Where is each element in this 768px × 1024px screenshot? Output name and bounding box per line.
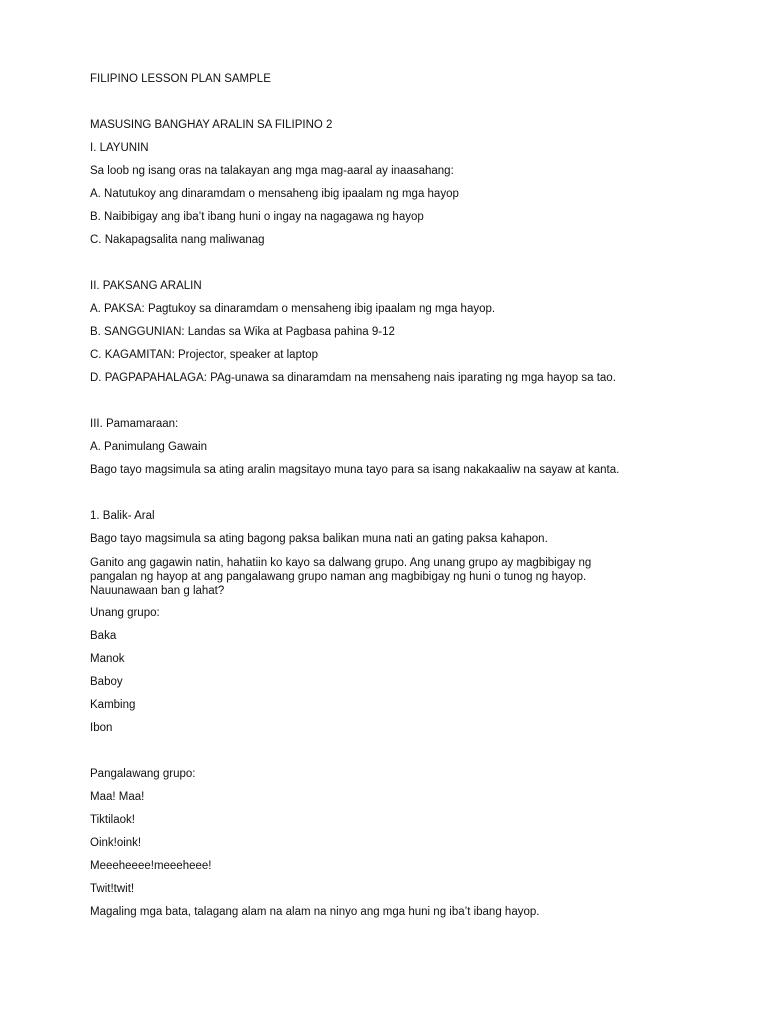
group1-item: Kambing bbox=[90, 699, 136, 711]
group1-label: Unang grupo: bbox=[90, 607, 160, 619]
group1-item: Baboy bbox=[90, 676, 123, 688]
group2-item: Tiktilaok! bbox=[90, 814, 135, 826]
layunin-intro: Sa loob ng isang oras na talakayan ang mga mag-aaral ay inaasahang: bbox=[90, 165, 454, 177]
group2-item: Meeeheeee!meeeheee! bbox=[90, 860, 212, 872]
instructions-line-3: Nauunawaan ban g lahat? bbox=[90, 585, 225, 597]
layunin-item-b: B. Naibibigay ang iba’t ibang huni o ingay na nagagawa ng hayop bbox=[90, 211, 424, 223]
balik-aral-text: Bago tayo magsimula sa ating bagong paksa balikan muna nati an gating paksa kahapon. bbox=[90, 533, 548, 545]
section-heading-paksang-aralin: II. PAKSANG ARALIN bbox=[90, 280, 202, 292]
paksa-item-b: B. SANGGUNIAN: Landas sa Wika at Pagbasa pahina 9-12 bbox=[90, 326, 395, 338]
instructions-line-2: pangalan ng hayop at ang pangalawang grupo naman ang magbibigay ng huni o tunog ng hayop. bbox=[90, 571, 587, 583]
paksa-item-a: A. PAKSA: Pagtukoy sa dinaramdam o mensaheng ibig ipaalam ng mga hayop. bbox=[90, 303, 496, 315]
document-title: MASUSING BANGHAY ARALIN SA FILIPINO 2 bbox=[90, 119, 333, 131]
group2-item: Maa! Maa! bbox=[90, 791, 145, 803]
paksa-item-c: C. KAGAMITAN: Projector, speaker at laptop bbox=[90, 349, 318, 361]
group2-item: Twit!twit! bbox=[90, 883, 135, 895]
layunin-item-a: A. Natutukoy ang dinaramdam o mensaheng ibig ipaalam ng mga hayop bbox=[90, 188, 459, 200]
layunin-item-c: C. Nakapagsalita nang maliwanag bbox=[90, 234, 265, 246]
section-heading-pamamaraan: III. Pamamaraan: bbox=[90, 418, 179, 430]
group2-item: Oink!oink! bbox=[90, 837, 142, 849]
group2-label: Pangalawang grupo: bbox=[90, 768, 196, 780]
page-header: FILIPINO LESSON PLAN SAMPLE bbox=[90, 73, 271, 85]
group1-item: Manok bbox=[90, 653, 125, 665]
instructions-line-1: Ganito ang gagawin natin, hahatiin ko kayo sa dalwang grupo. Ang unang grupo ay magbibigay ng bbox=[90, 557, 592, 569]
paksa-item-d: D. PAGPAPAHALAGA: PAg-unawa sa dinaramdam na mensaheng nais iparating ng mga hayop sa tao. bbox=[90, 372, 616, 384]
subheading-balik-aral: 1. Balik- Aral bbox=[90, 510, 155, 522]
closing-text: Magaling mga bata, talagang alam na alam na ninyo ang mga huni ng iba’t ibang hayop. bbox=[90, 906, 540, 918]
group1-item: Ibon bbox=[90, 722, 113, 734]
section-heading-layunin: I. LAYUNIN bbox=[90, 142, 149, 154]
panimulang-gawain-text: Bago tayo magsimula sa ating aralin magsitayo muna tayo para sa isang nakakaaliw na sayaw at kanta. bbox=[90, 464, 620, 476]
group1-item: Baka bbox=[90, 630, 117, 642]
subheading-panimulang-gawain: A. Panimulang Gawain bbox=[90, 441, 207, 453]
